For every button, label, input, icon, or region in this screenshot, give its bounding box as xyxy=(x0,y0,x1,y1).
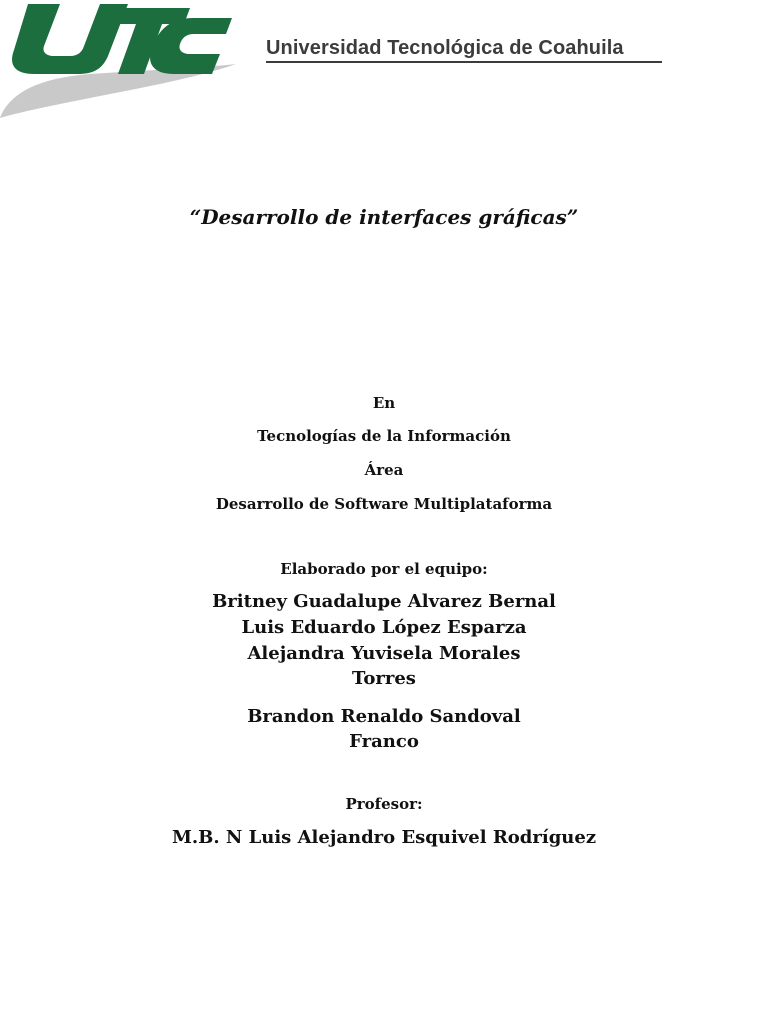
team-member: Alejandra Yuvisela Morales xyxy=(247,643,521,664)
area-label: Área xyxy=(364,461,404,479)
professor-label: Profesor: xyxy=(345,795,423,813)
team-label: Elaborado por el equipo: xyxy=(280,560,488,578)
professor-name: M.B. N Luis Alejandro Esquivel Rodríguez xyxy=(171,827,597,848)
area-name: Desarrollo de Software Multiplataforma xyxy=(215,495,553,513)
team-member: Franco xyxy=(349,731,419,752)
team-member: Brandon Renaldo Sandoval xyxy=(247,706,521,727)
career-name: Tecnologías de la Información xyxy=(257,427,511,445)
utc-logo xyxy=(0,0,250,120)
university-name: Universidad Tecnológica de Coahuila xyxy=(266,37,624,59)
team-member: Britney Guadalupe Alvarez Bernal xyxy=(212,591,556,612)
en-label: En xyxy=(372,394,396,412)
university-underline xyxy=(266,61,662,63)
document-title: “Desarrollo de interfaces gráficas” xyxy=(189,205,579,229)
team-member: Luis Eduardo López Esparza xyxy=(241,617,527,638)
team-member: Torres xyxy=(352,668,416,689)
